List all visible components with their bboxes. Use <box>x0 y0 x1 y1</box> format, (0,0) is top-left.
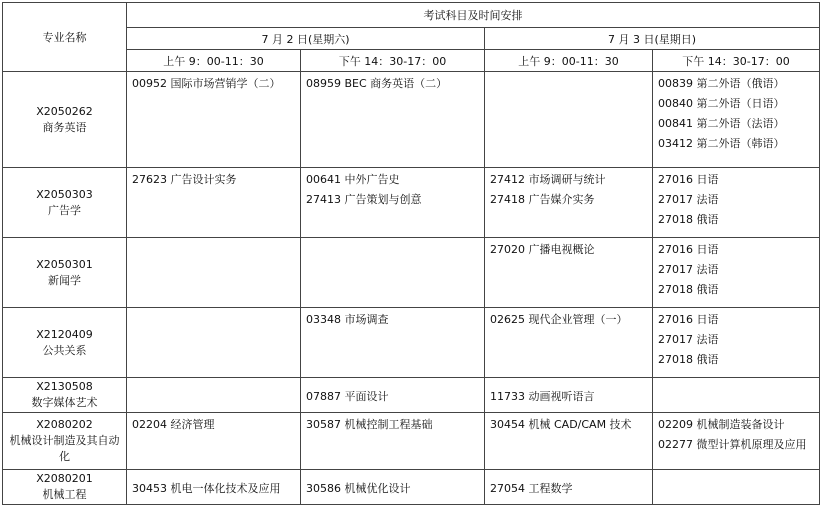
exam-slot-cell <box>485 308 653 378</box>
major-code: X2050303 <box>36 187 93 201</box>
course-entry: 27016 日语 <box>658 173 719 186</box>
course-entry: 27020 广播电视概论 <box>490 243 595 256</box>
day1-header: 7 月 2 日(星期六) <box>127 28 485 50</box>
slot-header: 下午 14：30-17：00 <box>301 50 485 72</box>
course-entry: 30453 机电一体化技术及应用 <box>132 482 281 495</box>
table-row <box>3 470 820 505</box>
exam-slot-cell <box>485 72 653 168</box>
exam-slot-cell <box>301 308 485 378</box>
exam-slot-cell <box>127 413 301 470</box>
exam-slot-cell <box>653 413 820 470</box>
major-cell <box>3 378 127 413</box>
exam-slot-cell <box>485 413 653 470</box>
course-entry: 08959 BEC 商务英语（二） <box>306 77 448 90</box>
exam-slot-cell <box>301 168 485 238</box>
major-cell <box>3 470 127 505</box>
course-entry: 02277 微型计算机原理及应用 <box>658 438 807 451</box>
course-entry: 27016 日语 <box>658 243 719 256</box>
major-cell <box>3 308 127 378</box>
slot-header: 上午 9：00-11：30 <box>485 50 653 72</box>
exam-slot-cell <box>301 470 485 505</box>
major-cell <box>3 72 127 168</box>
exam-slot-cell <box>301 238 485 308</box>
major-code: X2050301 <box>36 257 93 271</box>
major-code: X2130508 <box>36 380 93 393</box>
exam-slot-cell <box>127 378 301 413</box>
exam-slot-cell <box>127 470 301 505</box>
table-row <box>3 378 820 413</box>
course-entry: 30454 机械 CAD/CAM 技术 <box>490 418 632 431</box>
course-entry: 27623 广告设计实务 <box>132 173 237 186</box>
course-entry: 27018 俄语 <box>658 213 719 226</box>
exam-slot-cell <box>127 72 301 168</box>
major-name: 机械设计制造及其自动化 <box>9 434 120 463</box>
course-entry: 30587 机械控制工程基础 <box>306 418 433 431</box>
table-row <box>3 308 820 378</box>
course-entry: 27018 俄语 <box>658 353 719 366</box>
exam-slot-cell <box>653 72 820 168</box>
course-entry: 27418 广告媒介实务 <box>490 193 595 206</box>
exam-slot-cell <box>653 470 820 505</box>
major-cell <box>3 168 127 238</box>
course-entry: 27018 俄语 <box>658 283 719 296</box>
course-entry: 02625 现代企业管理（一） <box>490 313 628 326</box>
major-name: 广告学 <box>48 203 81 217</box>
course-entry: 00641 中外广告史 <box>306 173 400 186</box>
course-entry: 03348 市场调查 <box>306 313 389 326</box>
major-name: 商务英语 <box>42 120 87 134</box>
course-entry: 30586 机械优化设计 <box>306 482 411 495</box>
exam-slot-cell <box>127 168 301 238</box>
course-entry: 00841 第二外语（法语） <box>658 117 785 130</box>
slot-header: 上午 9：00-11：30 <box>127 50 301 72</box>
exam-slot-cell <box>127 308 301 378</box>
exam-slot-cell <box>653 238 820 308</box>
exam-schedule-table <box>2 2 820 505</box>
course-entry: 27054 工程数学 <box>490 482 573 495</box>
schedule-body <box>3 72 820 505</box>
major-name: 数字媒体艺术 <box>31 396 98 409</box>
major-cell <box>3 413 127 470</box>
major-name: 新闻学 <box>48 273 81 287</box>
course-entry: 11733 动画视听语言 <box>490 390 595 403</box>
exam-slot-cell <box>127 238 301 308</box>
exam-slot-cell <box>485 470 653 505</box>
schedule-title-header: 考试科目及时间安排 <box>127 3 820 28</box>
exam-slot-cell <box>301 413 485 470</box>
major-code: X2120409 <box>36 327 93 341</box>
course-entry: 27412 市场调研与统计 <box>490 173 606 186</box>
course-entry: 27016 日语 <box>658 313 719 326</box>
course-entry: 07887 平面设计 <box>306 390 389 403</box>
course-entry: 27017 法语 <box>658 193 719 206</box>
course-entry: 02204 经济管理 <box>132 418 215 431</box>
major-cell <box>3 238 127 308</box>
table-row <box>3 413 820 470</box>
course-entry: 27017 法语 <box>658 263 719 276</box>
major-name: 机械工程 <box>42 488 87 501</box>
major-code: X2080202 <box>36 418 93 431</box>
course-entry: 27413 广告策划与创意 <box>306 193 422 206</box>
exam-slot-cell <box>301 72 485 168</box>
course-entry: 03412 第二外语（韩语） <box>658 137 785 150</box>
exam-slot-cell <box>485 168 653 238</box>
course-entry: 02209 机械制造装备设计 <box>658 418 785 431</box>
major-code: X2080201 <box>36 472 93 485</box>
exam-slot-cell <box>653 308 820 378</box>
slot-header: 下午 14：30-17：00 <box>653 50 820 72</box>
day2-header: 7 月 3 日(星期日) <box>485 28 820 50</box>
exam-slot-cell <box>485 378 653 413</box>
table-row <box>3 72 820 168</box>
exam-slot-cell <box>653 378 820 413</box>
course-entry: 00839 第二外语（俄语） <box>658 77 785 90</box>
course-entry: 00840 第二外语（日语） <box>658 97 785 110</box>
table-row <box>3 238 820 308</box>
course-entry: 00952 国际市场营销学（二） <box>132 77 281 90</box>
major-code: X2050262 <box>36 104 93 118</box>
exam-slot-cell <box>485 238 653 308</box>
major-name: 公共关系 <box>42 343 87 357</box>
exam-slot-cell <box>301 378 485 413</box>
course-entry: 27017 法语 <box>658 333 719 346</box>
table-row <box>3 168 820 238</box>
major-name-header: 专业名称 <box>3 3 127 72</box>
exam-slot-cell <box>653 168 820 238</box>
